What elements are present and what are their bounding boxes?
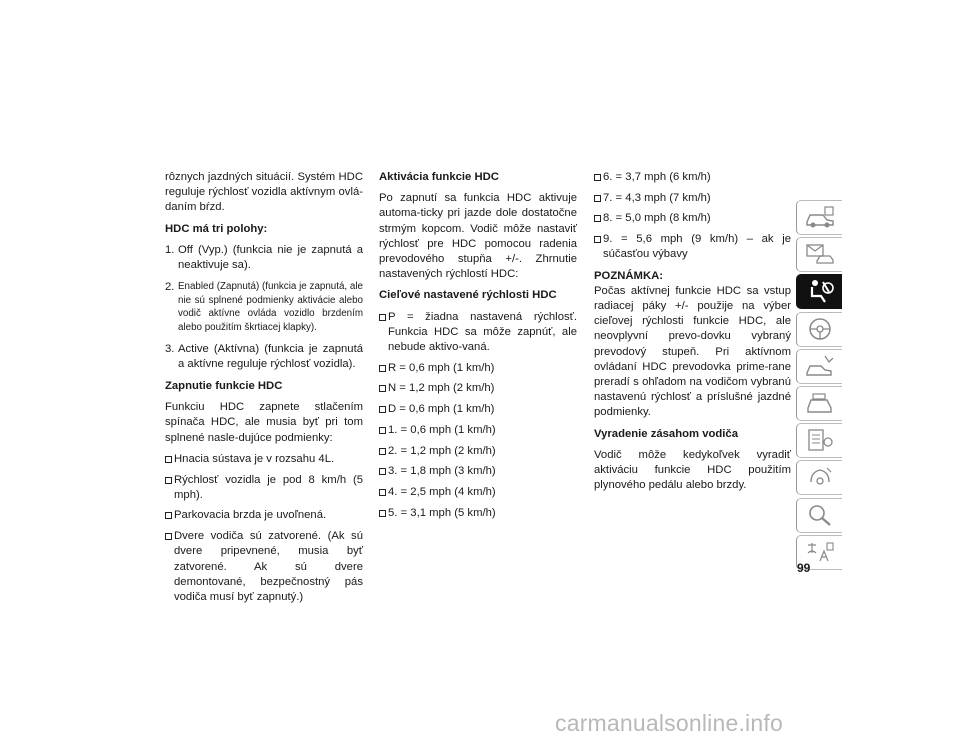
- list-item: N = 1,2 mph (2 km/h): [379, 381, 577, 396]
- list-item: Hnacia sústava je v rozsahu 4L.: [165, 452, 363, 467]
- bullet-square-icon: [594, 170, 603, 185]
- list-item: Rýchlosť vozidla je pod 8 km/h (5 mph).: [165, 473, 363, 503]
- bullet-square-icon: [379, 381, 388, 396]
- tab-multimedia[interactable]: [796, 460, 842, 495]
- column-left: [165, 170, 363, 611]
- switch-heading: Zapnutie funkcie HDC: [165, 380, 283, 392]
- car-service-icon: [803, 390, 837, 416]
- override-heading: Vyradenie zásahom vodiča: [594, 427, 738, 440]
- tab-mail-car[interactable]: [796, 237, 842, 272]
- steering-wheel-icon: [803, 316, 837, 342]
- list-item: 6. = 3,7 mph (6 km/h): [594, 170, 791, 185]
- car-info-icon: [803, 204, 837, 230]
- tab-steering-wheel[interactable]: [796, 312, 842, 347]
- bullet-square-icon: [594, 211, 603, 226]
- list-item: 2. Enabled (Zapnutá) (funkcia je zapnutá, ale nie sú splnené podmienky aktivácie alebo vodič aktívne ovláda vozidlo brzdením alebo použitím škrtiacej klapky).: [165, 281, 363, 333]
- list-item: Parkovacia brzda je uvoľnená.: [165, 508, 363, 523]
- activation-heading: Aktivácia funkcie HDC: [379, 171, 499, 183]
- car-crash-icon: [803, 353, 837, 379]
- list-item: 5. = 3,1 mph (5 km/h): [379, 506, 577, 521]
- list-item: R = 0,6 mph (1 km/h): [379, 361, 577, 376]
- bullet-square-icon: [165, 452, 174, 467]
- intro-paragraph: rôznych jazdných situácií. Systém HDC reguluje rýchlosť vozidla aktívnym ovlá-daním bŕzd.: [165, 171, 363, 214]
- speeds-list: [379, 310, 577, 521]
- list-item: 1. Off (Vyp.) (funkcia nie je zapnutá a neaktivuje sa).: [165, 243, 363, 272]
- bullet-square-icon: [379, 464, 388, 479]
- column-middle: [379, 170, 577, 527]
- search-icon: [803, 502, 837, 528]
- bullet-square-icon: [165, 473, 174, 503]
- list-item: 3. = 1,8 mph (3 km/h): [379, 464, 577, 479]
- bullet-square-icon: [165, 529, 174, 605]
- bullet-square-icon: [379, 506, 388, 521]
- list-item: 1. = 0,6 mph (1 km/h): [379, 423, 577, 438]
- conditions-list: [165, 452, 363, 605]
- positions-heading: HDC má tri polohy:: [165, 222, 268, 235]
- bullet-square-icon: [165, 508, 174, 523]
- list-item: P = žiadna nastavená rýchlosť. Funkcia HDC sa môže zapnúť, ale nebude aktivo-vaná.: [379, 310, 577, 356]
- activation-paragraph: Po zapnutí sa funkcia HDC aktivuje automa-ticky pri jazde dole dostatočne strmým kopcom. Vodič môže nastaviť rýchlosť pre HDC pomocou radenia prevodového stupňa +/-. Zhrnutie nastavených rýchlostí HDC:: [379, 192, 577, 281]
- airbag-seat-icon: [803, 278, 837, 304]
- positions-list: [165, 243, 363, 372]
- speeds-list-continued: [594, 170, 791, 263]
- tab-search[interactable]: [796, 498, 842, 533]
- tab-maintenance-list[interactable]: [796, 423, 842, 458]
- bullet-square-icon: [379, 444, 388, 459]
- list-item: 9. = 5,6 mph (9 km/h) – ak je súčasťou výbavy: [594, 232, 791, 262]
- list-item: 8. = 5,0 mph (8 km/h): [594, 211, 791, 226]
- page-number: 99: [797, 561, 811, 575]
- bullet-square-icon: [379, 310, 388, 356]
- bullet-square-icon: [379, 423, 388, 438]
- bullet-square-icon: [379, 485, 388, 500]
- multimedia-icon: [803, 464, 837, 490]
- bullet-square-icon: [379, 402, 388, 417]
- maintenance-list-icon: [803, 427, 837, 453]
- mail-car-icon: [803, 241, 837, 267]
- list-item: 7. = 4,3 mph (7 km/h): [594, 191, 791, 206]
- override-paragraph: Vodič môže kedykoľvek vyradiť aktiváciu funkcie HDC použitím plynového pedálu alebo brzdy.: [594, 448, 791, 492]
- list-item: 3. Active (Aktívna) (funkcia je zapnutá a aktívne reguluje rýchlosť vozidla).: [165, 342, 363, 370]
- list-item: D = 0,6 mph (1 km/h): [379, 402, 577, 417]
- speeds-heading: Cieľové nastavené rýchlosti HDC: [379, 289, 557, 302]
- column-right: [594, 170, 791, 499]
- switch-paragraph: Funkciu HDC zapnete stlačením spínača HDC, ale musia byť pri tom splnené nasle-dujúce podmienky:: [165, 401, 363, 444]
- list-item: 2. = 1,2 mph (2 km/h): [379, 444, 577, 459]
- note-paragraph: Počas aktívnej funkcie HDC sa vstup radiacej páky +/- použije na výber cieľovej rýchlosti funkcie HDC, ale neovplyvní prevo-dovku vybraný prevodový stupeň. Pri aktívnom ovládaní HDC prevodovka prime-rane preradí s ohľadom na vodičom vybranú nastavenú rýchlosť a príslušné jazdné podmienky.: [594, 284, 791, 419]
- note-heading: POZNÁMKA:: [594, 269, 664, 282]
- list-item: Dvere vodiča sú zatvorené. (Ak sú dvere pripevnené, musia byť zatvorené. Ak sú dvere demontované, bezpečnostný pás vodiča musí byť zapnutý.): [165, 529, 363, 605]
- chapter-tabs: [796, 200, 842, 572]
- tab-car-service[interactable]: [796, 386, 842, 421]
- bullet-square-icon: [379, 361, 388, 376]
- tab-car-info[interactable]: [796, 200, 842, 235]
- list-item: 4. = 2,5 mph (4 km/h): [379, 485, 577, 500]
- bullet-square-icon: [594, 191, 603, 206]
- bullet-square-icon: [594, 232, 603, 262]
- tab-airbag-seat[interactable]: [796, 274, 842, 309]
- watermark: carmanualsonline.info: [555, 710, 783, 736]
- tab-car-crash[interactable]: [796, 349, 842, 384]
